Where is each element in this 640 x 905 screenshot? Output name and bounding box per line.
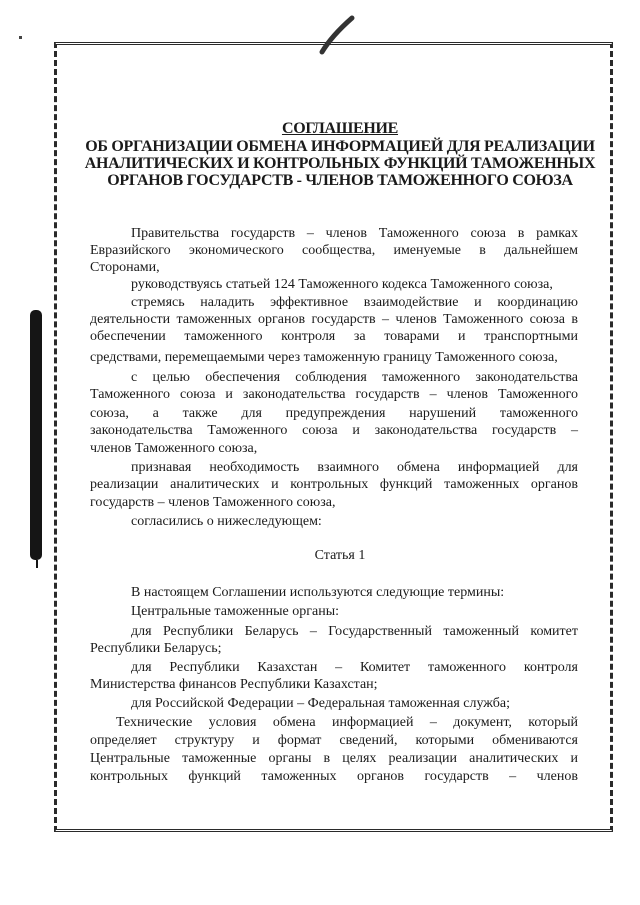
article-line: для Республики Казахстан – Комитет таможенного контроля [131,660,578,675]
article-line: Республики Беларусь; [90,641,222,656]
document-subtitle-line: ОРГАНОВ ГОСУДАРСТВ - ЧЛЕНОВ ТАМОЖЕННОГО СОЮЗА [107,172,573,189]
document-title: СОГЛАШЕНИЕ [281,120,399,137]
preamble-line: реализации аналитических и контрольных функций таможенных органов [90,477,578,492]
preamble-line: законодательства Таможенного союза и законодательства государств – [90,423,578,438]
preamble-line: с целью обеспечения соблюдения таможенного законодательства [131,370,578,385]
document-subtitle-line: АНАЛИТИЧЕСКИХ И КОНТРОЛЬНЫХ ФУНКЦИЙ ТАМОЖЕННЫХ [84,155,596,172]
article-line: Министерства финансов Республики Казахстан; [90,677,378,692]
preamble-line: стремясь наладить эффективное взаимодействие и координацию [131,295,578,310]
article-heading: Статья 1 [314,548,366,563]
article-line: Технические условия обмена информацией – документ, который [116,715,578,730]
scan-speck [19,36,22,39]
preamble-line: Правительства государств – членов Таможенного союза в рамках [131,226,578,241]
article-line: Центральные таможенные органы: [131,604,339,619]
article-line: контрольных функций таможенных органов государств – членов [90,769,578,784]
article-line: для Республики Беларусь – Государственный таможенный комитет [131,624,578,639]
binding-strip-tail [36,560,38,568]
article-line: определяет структуру и формат сведений, которыми обмениваются [90,733,578,748]
binding-strip [30,310,42,560]
preamble-line: Таможенного союза и законодательства государств – членов Таможенного [90,387,578,402]
preamble-line: обеспечении таможенного контроля за товарами и транспортными [90,329,578,344]
preamble-line: Сторонами, [90,260,160,275]
article-line: В настоящем Соглашении используются следующие термины: [131,585,505,600]
preamble-line: государств – членов Таможенного союза, [90,495,336,510]
preamble-line: Евразийского экономического сообщества, именуемые в дальнейшем [90,243,578,258]
article-line: для Российской Федерации – Федеральная таможенная служба; [131,696,511,711]
preamble-line: признавая необходимость взаимного обмена информацией для [131,460,578,475]
article-line: Центральные таможенные органы в целях реализации аналитических и [90,751,578,766]
preamble-line: деятельности таможенных органов государств – членов Таможенного союза в [90,312,578,327]
pen-stroke-mark [318,14,358,56]
preamble-line: средствами, перемещаемыми через таможенную границу Таможенного союза, [90,350,558,365]
preamble-line: союза, а также для предупреждения нарушений таможенного [90,406,578,421]
document-subtitle-line: ОБ ОРГАНИЗАЦИИ ОБМЕНА ИНФОРМАЦИЕЙ ДЛЯ РЕАЛИЗАЦИИ [85,138,595,155]
preamble-line: руководствуясь статьей 124 Таможенного кодекса Таможенного союза, [131,277,553,292]
preamble-line: согласились о нижеследующем: [131,514,322,529]
preamble-line: членов Таможенного союза, [90,441,258,456]
